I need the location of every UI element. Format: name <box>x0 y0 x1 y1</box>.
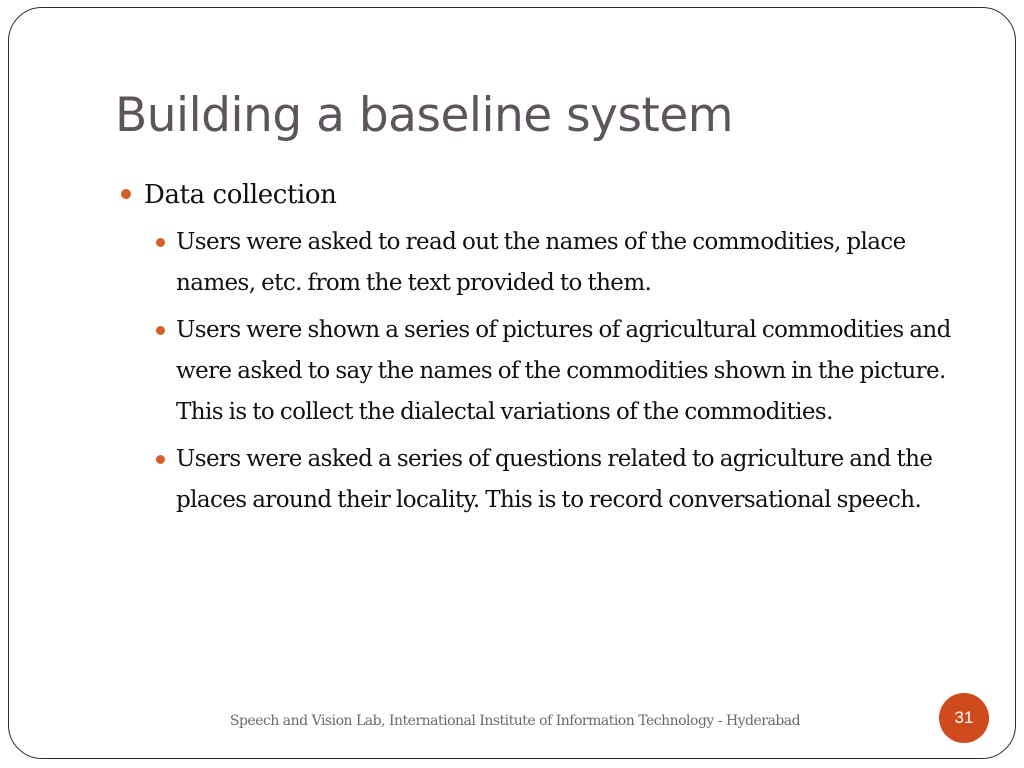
sub-bullet-pictures <box>176 310 971 433</box>
page-number-badge: 31 <box>939 693 989 743</box>
sub-bullet-read-out <box>176 222 971 304</box>
slide-body <box>121 178 971 521</box>
bullet-dot-icon <box>156 455 165 464</box>
sub-bullet-text: Users were shown a series of pictures of agricultural commodities and were asked to say the names of the commodities shown in the picture. This is to collect the dialectal variations of the commodities. <box>176 317 951 425</box>
sub-bullet-text: Users were asked to read out the names of the commodities, place names, etc. from the text provided to them. <box>176 229 906 296</box>
slide-frame <box>8 7 1016 759</box>
bullet-text: Data collection <box>144 180 337 210</box>
bullet-dot-icon <box>121 189 131 199</box>
bullet-dot-icon <box>156 326 165 335</box>
slide-title: Building a baseline system <box>115 88 734 143</box>
sub-bullet-text: Users were asked a series of questions related to agriculture and the places around their locality. This is to record conversational speech. <box>176 446 933 513</box>
slide-footer: Speech and Vision Lab, International Institute of Information Technology - Hyderabad <box>229 713 801 729</box>
bullet-dot-icon <box>156 238 165 247</box>
bullet-data-collection <box>121 178 971 212</box>
sub-bullet-questions <box>176 439 971 521</box>
